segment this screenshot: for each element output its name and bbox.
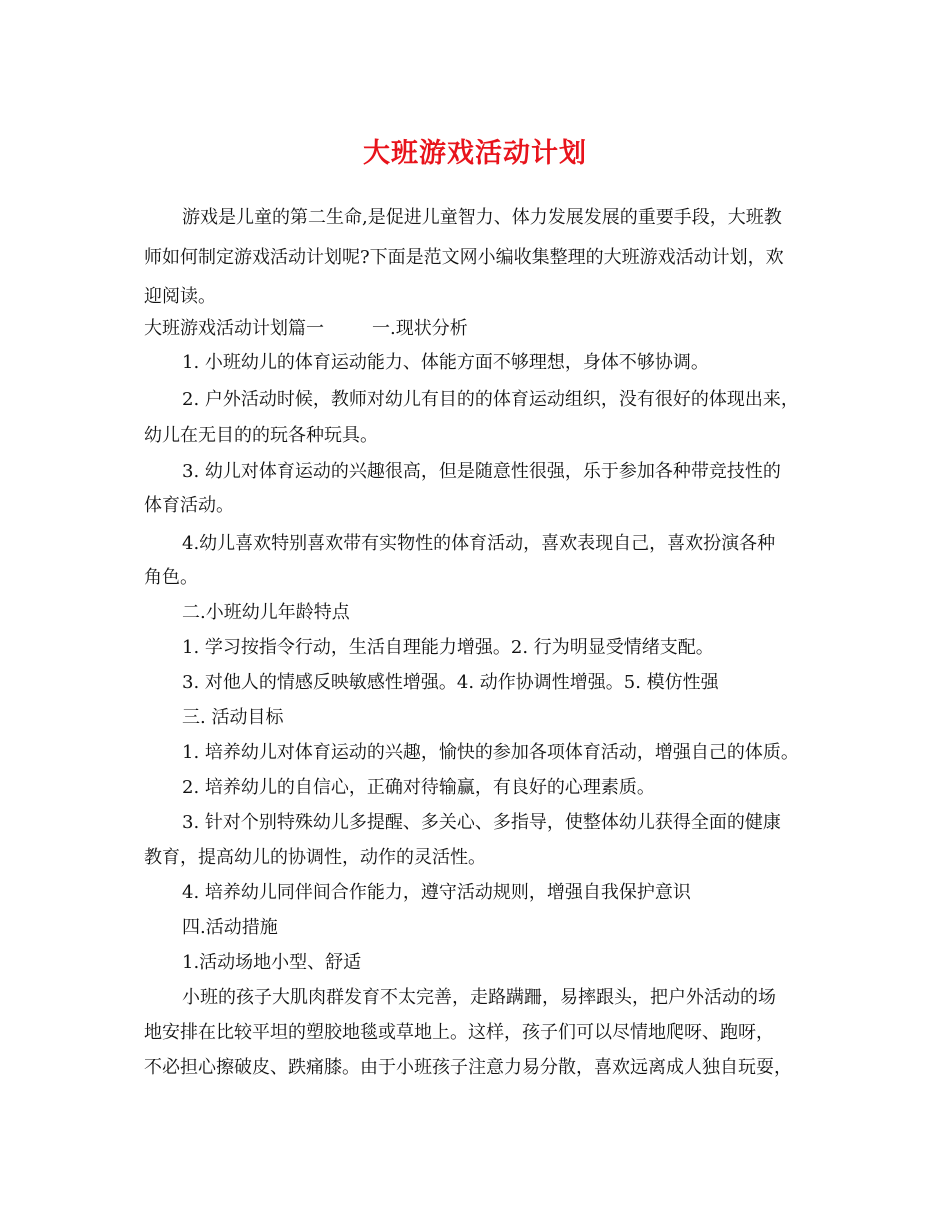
subsection-heading: 二.小班幼儿年龄特点 [182, 602, 350, 623]
list-item-continuation: 教育，提高幼儿的协调性，动作的灵活性。 [144, 847, 486, 868]
paragraph-line: 迎阅读。 [144, 286, 216, 307]
list-item: 2. 户外活动时候，教师对幼儿有目的的体育运动组织，没有很好的体现出来， [182, 389, 799, 410]
list-item: 3. 对他人的情感反映敏感性增强。4. 动作协调性增强。5. 模仿性强 [182, 672, 719, 693]
list-item: 2. 培养幼儿的自信心，正确对待输赢，有良好的心理素质。 [182, 777, 655, 798]
document-title: 大班游戏活动计划 [363, 138, 587, 169]
list-item: 1. 小班幼儿的体育运动能力、体能方面不够理想，身体不够协调。 [182, 352, 709, 373]
paragraph-line: 师如何制定游戏活动计划呢?下面是范文网小编收集整理的大班游戏活动计划，欢 [144, 247, 784, 268]
section-heading: 大班游戏活动计划篇一 [144, 318, 324, 339]
list-item-continuation: 角色。 [144, 567, 198, 588]
list-item: 1. 学习按指令行动，生活自理能力增强。2. 行为明显受情绪支配。 [182, 637, 714, 658]
paragraph-line: 游戏是儿童的第二生命,是促进儿童智力、体力发展发展的重要手段，大班教 [182, 207, 782, 228]
list-item: 4. 培养幼儿同伴间合作能力，遵守活动规则，增强自我保护意识 [182, 882, 691, 903]
paragraph-line: 小班的孩子大肌肉群发育不太完善，走路蹒跚，易摔跟头，把户外活动的场 [182, 987, 776, 1008]
paragraph-line: 不必担心擦破皮、跌痛膝。由于小班孩子注意力易分散，喜欢远离成人独自玩耍， [144, 1057, 792, 1078]
list-item-continuation: 幼儿在无目的的玩各种玩具。 [144, 425, 378, 446]
list-item: 3. 针对个别特殊幼儿多提醒、多关心、多指导，使整体幼儿获得全面的健康 [182, 812, 781, 833]
paragraph-line: 地安排在比较平坦的塑胶地毯或草地上。这样，孩子们可以尽情地爬呀、跑呀， [144, 1022, 774, 1043]
list-item: 3. 幼儿对体育运动的兴趣很高，但是随意性很强，乐于参加各种带竞技性的 [182, 461, 781, 482]
list-item: 1.活动场地小型、舒适 [182, 952, 362, 973]
subsection-heading: 四.活动措施 [182, 917, 278, 938]
list-item-continuation: 体育活动。 [144, 495, 234, 516]
list-item: 1. 培养幼儿对体育运动的兴趣，愉快的参加各项体育活动，增强自己的体质。 [182, 742, 799, 763]
subsection-heading: 三. 活动目标 [182, 707, 284, 728]
list-item: 4.幼儿喜欢特别喜欢带有实物性的体育活动，喜欢表现自己，喜欢扮演各种 [182, 533, 776, 554]
subsection-heading: 一.现状分析 [372, 318, 468, 339]
section-line [144, 317, 468, 341]
